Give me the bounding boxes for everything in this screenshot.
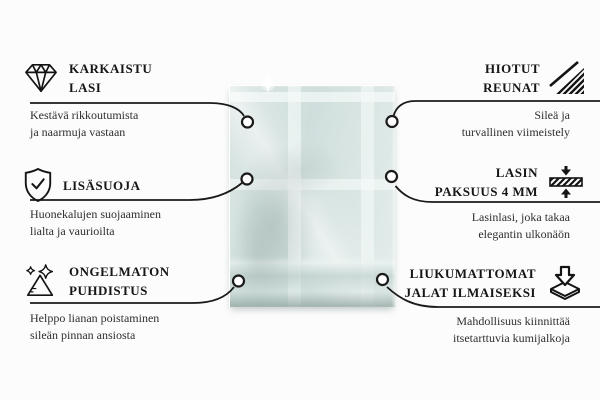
- callout-polished-edges: [365, 59, 600, 141]
- callout-title: LASIN PAKSUUS 4 MM: [434, 165, 538, 199]
- beveled-edge-icon: [549, 61, 585, 95]
- callout-extra-protection: [0, 166, 225, 240]
- callout-non-slip-feet: [365, 264, 600, 347]
- callout-description: Mahdollisuus kiinnittää itsetarttuvia kumijalkoja: [453, 314, 570, 345]
- callout-easy-cleaning: [0, 262, 225, 344]
- callout-tempered-glass: [0, 59, 225, 141]
- callout-title: ONGELMATON PUHDISTUS: [69, 264, 170, 298]
- callout-title: LISÄSUOJA: [63, 177, 141, 193]
- callout-description: Huonekalujen suojaaminen lialta ja vaurioilta: [30, 207, 161, 238]
- callout-glass-thickness: [365, 163, 600, 243]
- diamond-icon: [22, 62, 60, 94]
- callout-title: HIOTUT REUNAT: [483, 61, 540, 95]
- glass-thickness-icon: [547, 166, 585, 198]
- sparkle-highlight-icon: [258, 74, 278, 94]
- non-slip-feet-icon: [545, 265, 585, 301]
- callout-description: Lasinlasi, joka takaa elegantin ulkonäön: [471, 210, 570, 241]
- shield-check-icon: [22, 167, 54, 203]
- callout-description: Kestävä rikkoutumista ja naarmuja vastaan: [30, 108, 139, 139]
- callout-title: KARKAISTU LASI: [69, 61, 153, 95]
- sparkle-clean-icon: [22, 264, 60, 298]
- callout-description: Sileä ja turvallinen viimeistely: [461, 108, 570, 139]
- callout-description: Helppo lianan poistaminen sileän pinnan ansiosta: [30, 311, 160, 342]
- callout-title: LIUKUMATTOMAT JALAT ILMAISEKSI: [404, 266, 536, 300]
